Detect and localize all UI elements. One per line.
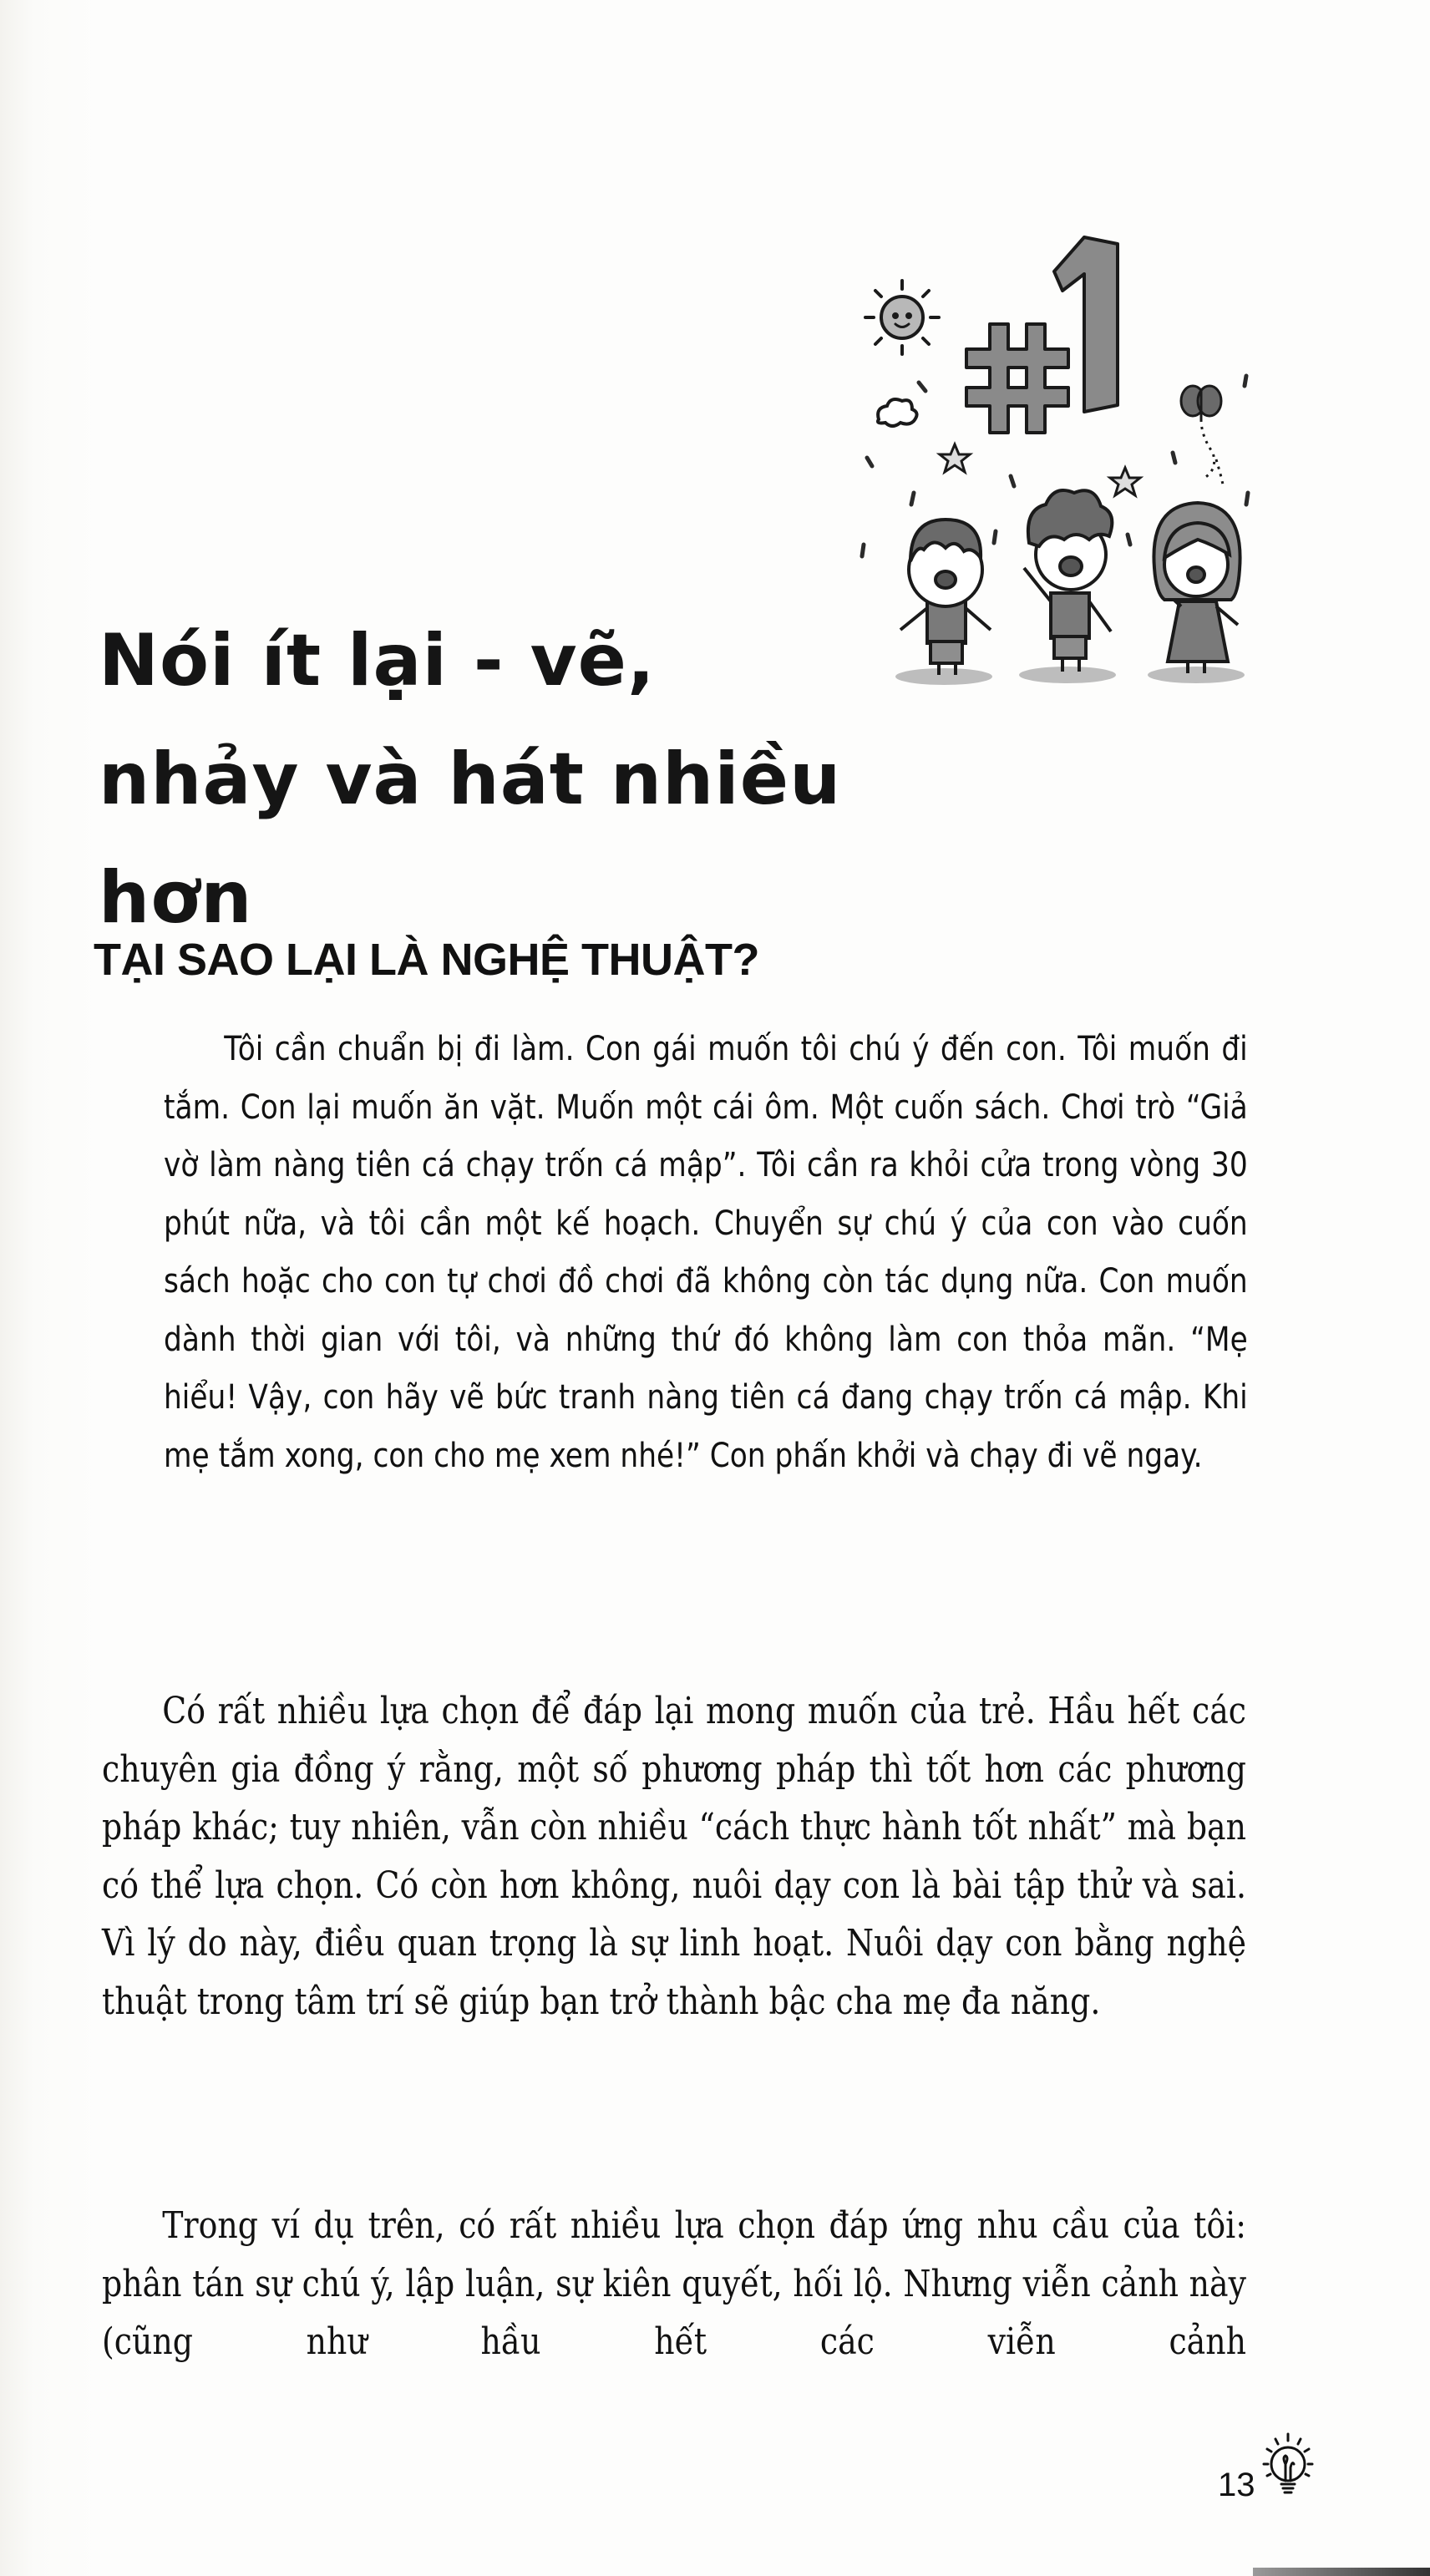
lightbulb-icon: [1259, 2429, 1317, 2504]
chapter-title-line-2: nhảy và hát nhiều hơn: [99, 738, 842, 940]
chapter-title-line-1: Nói ít lại - vẽ,: [99, 619, 656, 702]
number-one-icon: [1054, 237, 1118, 412]
section-heading: TẠI SAO LẠI LÀ NGHỆ THUẬT?: [94, 935, 759, 985]
body-paragraph: Có rất nhiều lựa chọn để đáp lại mong muốn của trẻ. Hầu hết các chuyên gia đồng ý rằng, một số phương pháp thì tốt hơn các phương pháp khác; tuy nhiên, vẫn còn nhiều “cách thực hành tốt nhất” mà bạn có thể lựa chọn. Có còn hơn không, nuôi dạy con là bài tập thử và sai. Vì lý do này, điều quan trọng là sự linh hoạt. Nuôi dạy con bằng nghệ thuật trong tâm trí sẽ giúp bạn trở thành bậc cha mẹ đa năng.: [102, 1690, 1246, 2023]
child-icon: [1019, 490, 1116, 683]
page-number: 13: [1218, 2467, 1255, 2503]
anecdote-block: [164, 1021, 1248, 1485]
page-edge-shadow: [1253, 2568, 1430, 2576]
butterfly-icon: [1181, 386, 1223, 484]
body-paragraph: Trong ví dụ trên, có rất nhiều lựa chọn đáp ứng nhu cầu của tôi: phân tán sự chú ý, lập luận, sự kiên quyết, hối lộ. Nhưng viễn cảnh này (cũng như hầu hết các viễn cảnh: [102, 2204, 1246, 2363]
star-icon: [1110, 468, 1140, 495]
body-paragraph-1: [102, 1682, 1246, 2031]
hash-icon: [966, 324, 1068, 433]
anecdote-paragraph: Tôi cần chuẩn bị đi làm. Con gái muốn tôi chú ý đến con. Tôi muốn đi tắm. Con lại muốn ăn vặt. Muốn một cái ôm. Một cuốn sách. Chơi trò “Giả vờ làm nàng tiên cá chạy trốn cá mập”. Tôi cần ra khỏi cửa trong vòng 30 phút nữa, và tôi cần một kế hoạch. Chuyển sự chú ý của con vào cuốn sách hoặc cho con tự chơi đồ chơi đã không còn tác dụng nữa. Con muốn dành thời gian với tôi, và những thứ đó không làm con thỏa mãn. “Mẹ hiểu! Vậy, con hãy vẽ bức tranh nàng tiên cá đang chạy trốn cá mập. Khi mẹ tắm xong, con cho mẹ xem nhé!” Con phấn khởi và chạy đi vẽ ngay.: [164, 1030, 1248, 1475]
chapter-title: [99, 601, 1017, 957]
page-footer: [1218, 2429, 1317, 2504]
cloud-icon: [878, 399, 917, 426]
star-icon: [940, 444, 970, 472]
sun-icon: [865, 281, 939, 354]
body-paragraph-2: [102, 2197, 1246, 2371]
child-icon: [1148, 503, 1245, 683]
